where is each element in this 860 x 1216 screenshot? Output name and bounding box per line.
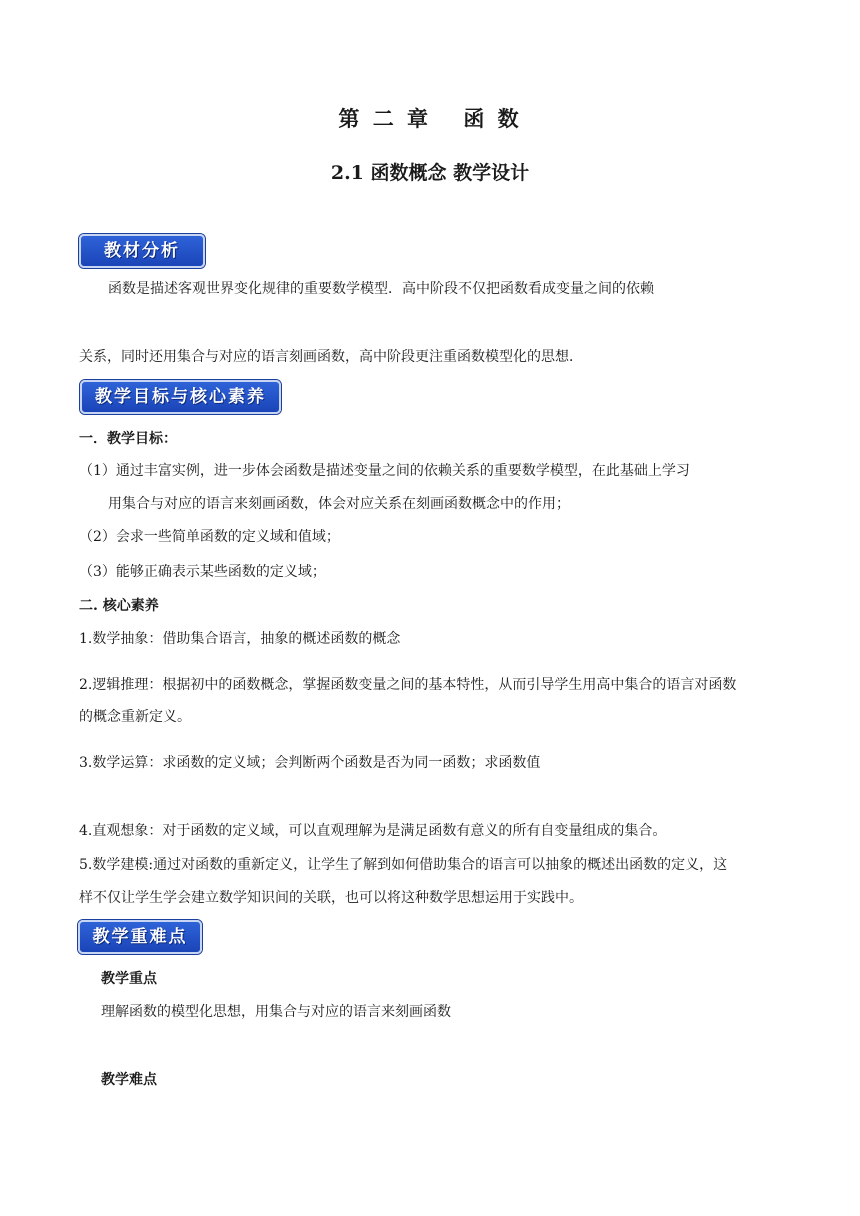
chapter-title-char: 章 — [407, 107, 431, 131]
teaching-difficulty-title: 教学难点 — [101, 1072, 157, 1088]
core-item-5-line1: 5.数学建模:通过对函数的重新定义，让学生了解到如何借助集合的语言可以抽象的概述出函数的定义，这 — [79, 857, 728, 873]
core-item-5-line2: 样不仅让学生学会建立数学知识间的关联，也可以将这种数学思想运用于实践中。 — [79, 890, 583, 906]
core-item-2-line2: 的概念重新定义。 — [79, 709, 191, 725]
core-item-2-line1: 2.逻辑推理：根据初中的函数概念，掌握函数变量之间的基本特性，从而引导学生用高中集合的语言对函数 — [79, 677, 737, 693]
goals-heading: 一．教学目标： — [79, 431, 177, 447]
teaching-focus-title: 教学重点 — [101, 971, 157, 987]
chapter-title — [0, 103, 860, 133]
core-item-3: 3.数学运算：求函数的定义域；会判断两个函数是否为同一函数；求函数值 — [79, 755, 541, 771]
document-subtitle: 2.1 函数概念 教学设计 — [330, 162, 530, 184]
chapter-title-char: 数 — [497, 107, 522, 131]
chapter-title-char: 二 — [372, 107, 397, 131]
goal-item-1-line2: 用集合与对应的语言来刻画函数，体会对应关系在刻画函数概念中的作用； — [108, 496, 570, 512]
chapter-title-char: 函 — [463, 107, 488, 131]
core-item-1: 1.数学抽象：借助集合语言，抽象的概述函数的概念 — [79, 631, 401, 647]
analysis-paragraph-line1: 函数是描述客观世界变化规律的重要数学模型．高中阶段不仅把函数看成变量之间的依赖 — [108, 281, 654, 297]
section-badge-analysis: 教材分析 — [79, 234, 205, 268]
section-badge-goals: 教学目标与核心素养 — [80, 380, 281, 414]
goal-item-3: （3）能够正确表示某些函数的定义域； — [79, 564, 326, 580]
core-item-4: 4.直观想象：对于函数的定义域，可以直观理解为是满足函数有意义的所有自变量组成的集合。 — [79, 823, 667, 839]
goal-item-1-line1: （1）通过丰富实例，进一步体会函数是描述变量之间的依赖关系的重要数学模型，在此基础上学习 — [79, 463, 690, 479]
teaching-focus-text: 理解函数的模型化思想，用集合与对应的语言来刻画函数 — [101, 1004, 451, 1020]
goal-item-2: （2）会求一些简单函数的定义域和值域； — [79, 529, 340, 545]
chapter-title-char: 第 — [338, 107, 363, 131]
core-literacy-heading: 二. 核心素养 — [79, 598, 159, 614]
analysis-paragraph-line2: 关系，同时还用集合与对应的语言刻画函数，高中阶段更注重函数模型化的思想． — [79, 349, 583, 365]
section-badge-key-points: 教学重难点 — [78, 920, 202, 954]
